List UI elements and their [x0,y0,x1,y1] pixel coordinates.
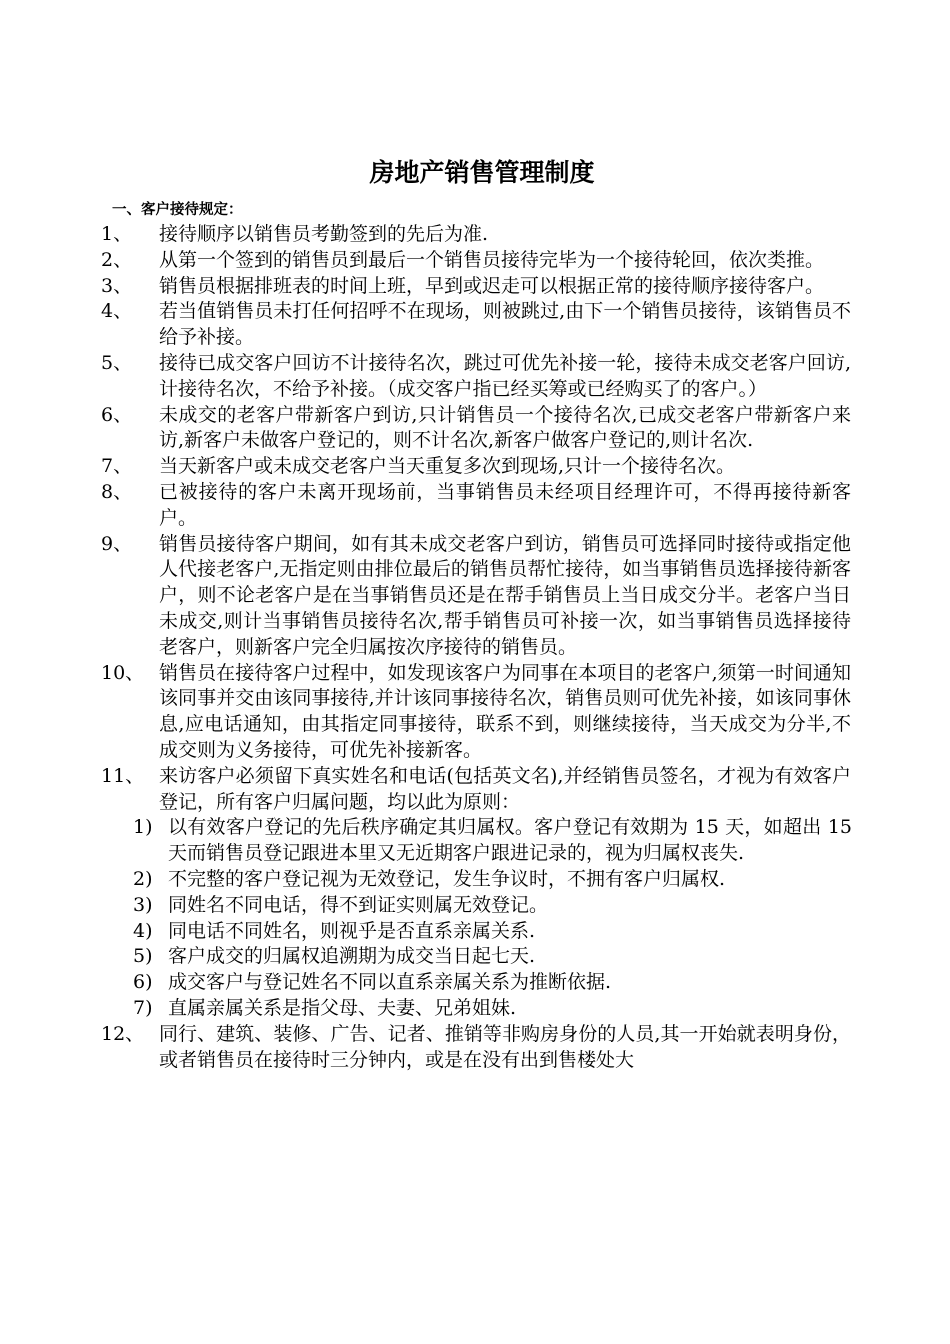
sub-item-number: 2) [133,867,153,890]
sub-list-item [0,919,852,945]
sub-item-number: 3) [133,893,153,916]
list-item [0,764,851,816]
sub-item-text: 直属亲属关系是指父母、夫妻、兄弟姐妹. [168,996,517,1019]
item-text: 当天新客户或未成交老客户当天重复多次到现场,只计一个接待名次。 [159,455,736,478]
item-text: 接待已成交客户回访不计接待名次，跳过可优先补接一轮，接待未成交老客户回访,计接待名次，不给予补接。（成交客户指已经买筹或已经购买了的客户。） [159,351,851,400]
item-number: 2、 [101,248,133,271]
list-item [0,222,851,248]
sub-item-text: 同电话不同姓名，则视乎是否直系亲属关系. [168,919,536,942]
item-text: 销售员接待客户期间，如有其未成交老客户到访，销售员可选择同时接待或指定他人代接老客户,无指定则由排位最后的销售员帮忙接待，如当事销售员选择接待新客户，则不论老客户是在当事销售员还是在帮手销售员上当日成交分半。老客户当日未成交,则计当事销售员接待名次,帮手销售员可补接一次，如当事销售员选择接待老客户，则新客户完全归属按次序接待的销售员。 [159,532,851,658]
sub-list-item [0,944,852,970]
item-text: 销售员在接待客户过程中，如发现该客户为同事在本项目的老客户,须第一时间通知该同事并交由该同事接待,并计该同事接待名次，销售员则可优先补接，如该同事休息,应电话通知，由其指定同事接待，联系不到，则继续接待，当天成交为分半,不成交则为义务接待，可优先补接新客。 [159,661,851,761]
list-item [0,532,851,661]
item-text: 接待顺序以销售员考勤签到的先后为准. [159,223,489,245]
list-item [0,274,851,300]
rules-list [0,222,950,1073]
sub-item-text: 不完整的客户登记视为无效登记，发生争议时，不拥有客户归属权. [168,867,726,890]
item-text: 同行、建筑、装修、广告、记者、推销等非购房身份的人员,其一开始就表明身份，或者销售员在接待时三分钟内，或是在没有出到售楼处大 [159,1022,851,1071]
list-item [0,1022,851,1074]
sub-list-item [0,970,852,996]
item-text: 从第一个签到的销售员到最后一个销售员接待完毕为一个接待轮回，依次类推。 [159,248,825,271]
sub-item-number: 4) [133,919,153,942]
sub-list-item [0,867,852,893]
document-title: 房地产销售管理制度 [369,158,595,187]
item-number: 10、 [101,661,145,684]
item-text: 已被接待的客户未离开现场前，当事销售员未经项目经理许可，不得再接待新客户。 [159,480,851,529]
list-item [0,403,851,455]
section-heading: 一、客户接待规定： [112,202,243,218]
list-item [0,661,851,764]
item-number: 7、 [101,455,133,478]
item-number: 8、 [101,480,133,503]
list-item [0,351,851,403]
sub-item-number: 6) [133,971,153,994]
list-item [0,480,851,532]
item-text: 未成交的老客户带新客户到访,只计销售员一个接待名次,已成交老客户带新客户来访,新客户未做客户登记的，则不计名次,新客户做客户登记的,则计名次. [159,403,851,452]
item-number: 3、 [101,274,133,297]
list-item [0,248,851,274]
list-item [0,299,851,351]
sub-item-number: 5) [133,945,153,968]
item-number: 1、 [101,223,133,245]
sub-item-number: 7) [133,996,153,1019]
sub-item-number: 1) [133,816,153,839]
item-number: 5、 [101,351,133,374]
item-number: 6、 [101,403,133,426]
item-number: 12、 [101,1022,145,1045]
sub-list-item [0,996,852,1022]
list-item [0,454,851,480]
item-number: 4、 [101,300,133,323]
sub-item-text: 成交客户与登记姓名不同以直系亲属关系为推断依据. [168,971,612,994]
sub-list-item [0,893,852,919]
sub-list-item [0,815,852,867]
item-number: 11、 [101,764,145,787]
item-text: 若当值销售员未打任何招呼不在现场，则被跳过,由下一个销售员接待，该销售员不给予补接。 [159,300,851,349]
item-text: 来访客户必须留下真实姓名和电话(包括英文名),并经销售员签名，才视为有效客户登记，所有客户归属问题，均以此为原则： [159,764,851,813]
sub-item-text: 客户成交的归属权追溯期为成交当日起七天. [168,945,536,968]
item-text: 销售员根据排班表的时间上班，早到或迟走可以根据正常的接待顺序接待客户。 [159,274,825,297]
sub-item-text: 以有效客户登记的先后秩序确定其归属权。客户登记有效期为 15 天，如超出 15 天而销售员登记跟进本里又无近期客户跟进记录的，视为归属权丧失. [168,816,852,865]
sub-item-text: 同姓名不同电话，得不到证实则属无效登记。 [168,893,549,916]
item-number: 9、 [101,532,133,555]
